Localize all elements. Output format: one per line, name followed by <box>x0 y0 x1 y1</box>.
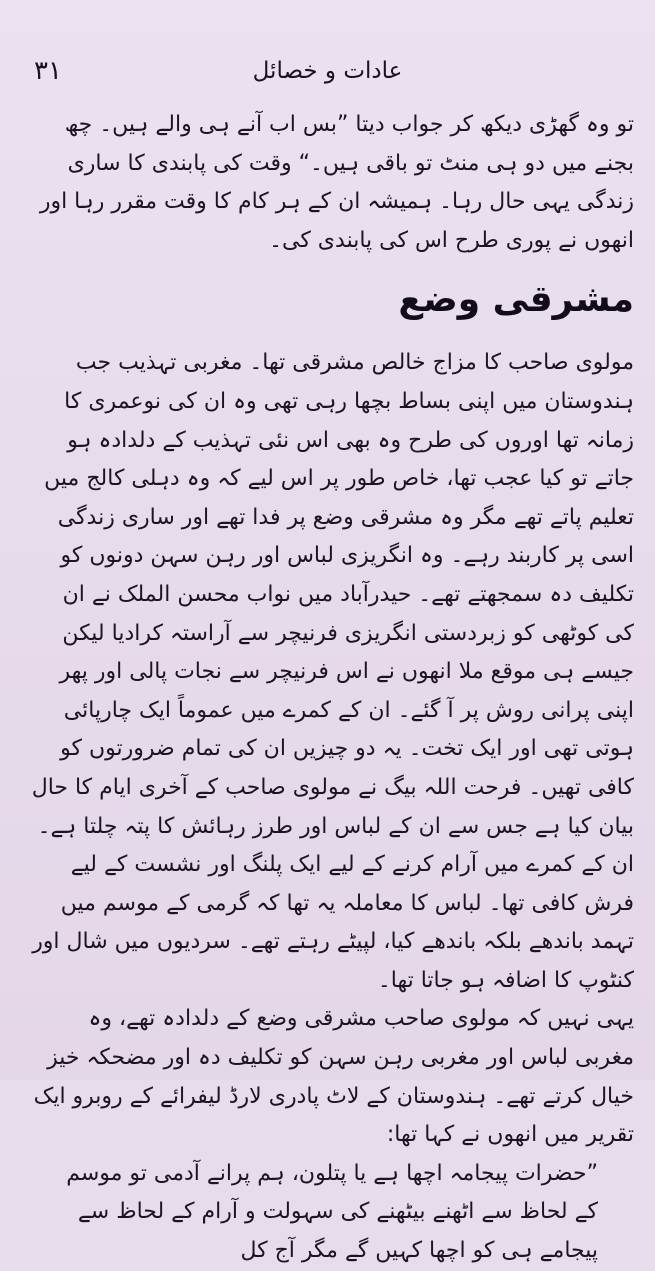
page-header <box>0 52 655 92</box>
section-heading: مشرقی وضع <box>398 279 634 321</box>
paragraph-2: یہی نہیں کہ مولوی صاحب مشرقی وضع کے دلدادہ تھے، وہ مغربی لباس اور مغربی رہن سہن کو تکلیف دہ اور مضحکہ خیز خیال کرتے تھے۔ ہندوستان کے لاٹ پادری لارڈ لیفرائے کے روبرو ایک تقریر میں انھوں نے کہا تھا: <box>33 1006 634 1148</box>
running-head: عادات و خصائل <box>252 58 403 84</box>
paragraph-1: مولوی صاحب کا مزاج خالص مشرقی تھا۔ مغربی تہذیب جب ہندوستان میں اپنی بساط بچھا رہی تھی وہ ان کی نوعمری کا زمانہ تھا اوروں کی طرح وہ بھی اس نئی تہذیب کے دلدادہ ہو جاتے تو کیا عجب تھا، خاص طور پر اس لیے کہ وہ دہلی کالج میں تعلیم پاتے تھے مگر وہ مشرقی وضع پر فدا تھے اور ساری زندگی اسی پر کاربند رہے۔ وہ انگریزی لباس اور رہن سہن دونوں کو تکلیف دہ سمجھتے تھے۔ حیدرآباد میں نواب محسن الملک نے ان کی کوٹھی کو زبردستی انگریزی فرنیچر سے آراستہ کرادیا لیکن جیسے ہی موقع ملا انھوں نے اس فرنیچر سے نجات پالی اور پھر اپنی پرانی روش پر آ گئے۔ ان کے کمرے میں عموماً ایک چارپائی ہوتی تھی اور ایک تخت۔ یہ دو چیزیں ان کی تمام ضرورتوں کو کافی تھیں۔ فرحت اللہ بیگ نے مولوی صاحب کے آخری ایام کا حال بیان کیا ہے جس سے ان کے لباس اور طرز رہائش کا پتہ چلتا ہے۔ ان کے کمرے میں آرام کرنے کے لیے ایک پلنگ اور نشست کے لیے فرش کافی تھا۔ لباس کا معاملہ یہ تھا کہ گرمی کے موسم میں تہمد باندھے بلکہ باندھے کیا، لپیٹے رہتے تھے۔ سردیوں میں شال اور کنٹوپ کا اضافہ ہو جاتا تھا۔ <box>31 350 634 993</box>
section-heading-row <box>30 260 634 344</box>
page-number: ۳۱ <box>34 56 62 86</box>
block-quote: ”حضرات پیجامہ اچھا ہے یا پتلون، ہم پرانے آدمی تو موسم کے لحاظ سے اٹھنے بیٹھنے کی سہولت و آرام کے لحاظ سے پیجامے ہی کو اچھا کہیں گے مگر آج کل <box>66 1160 598 1264</box>
intro-paragraph: تو وہ گھڑی دیکھ کر جواب دیتا ”بس اب آنے ہی والے ہیں۔ چھ بجنے میں دو ہی منٹ تو باقی ہیں۔“ وقت کی پابندی کا ساری زندگی یہی حال رہا۔ ہمیشہ ان کے ہر کام کا وقت مقرر رہا اور انھوں نے پوری طرح اس کی پابندی کی۔ <box>39 112 634 253</box>
body-text <box>30 106 634 1271</box>
